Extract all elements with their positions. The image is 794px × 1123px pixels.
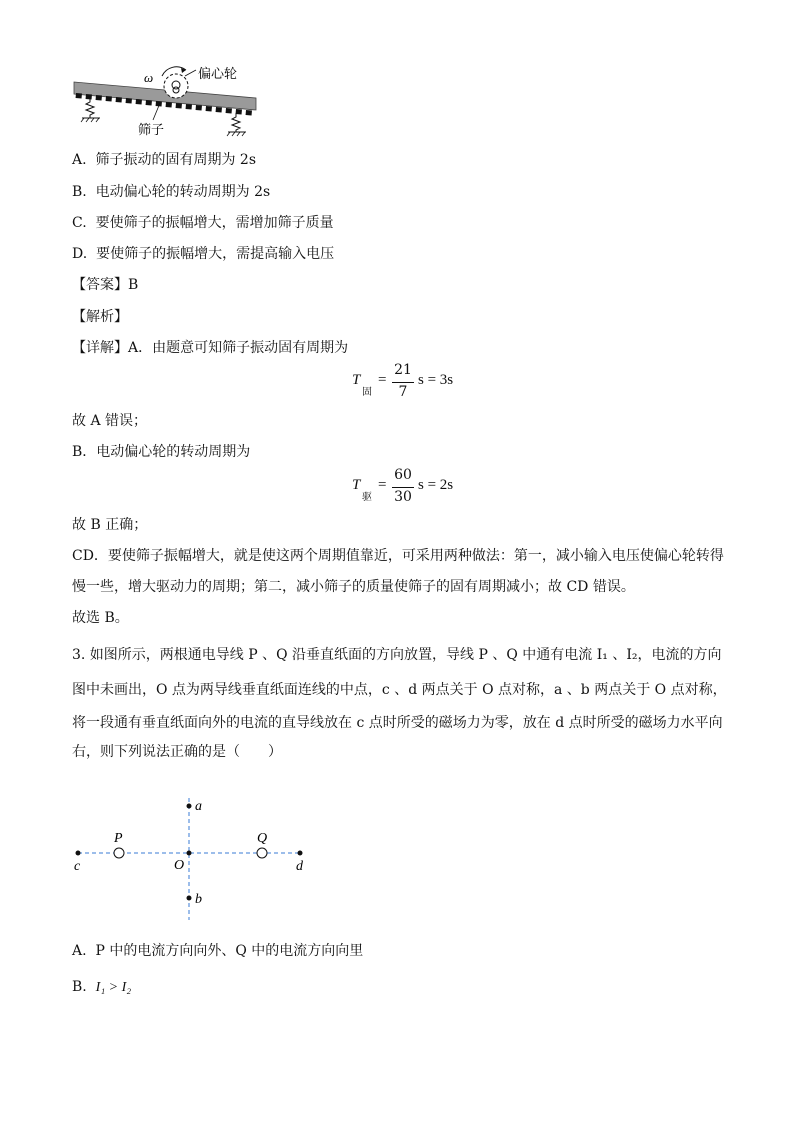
detail-line-1: 【详解】A．由题意可知筛子振动固有周期为 [72,340,349,356]
detail-line-5: CD．要使筛子振幅增大，就是使这两个周期值靠近，可采用两种做法：第一，减小输入电压使偏心轮转得 [72,548,724,564]
left-spring [86,98,94,118]
point-O [187,851,192,856]
omega-label: ω [144,70,154,85]
label-a: a [195,799,202,814]
wire-Q [257,848,267,858]
point-b [187,896,192,901]
answer-line: 【答案】B [72,277,139,293]
wires-figure [68,790,328,930]
wire-P [114,848,124,858]
option-a: A. 筛子振动的固有周期为 2s [72,152,257,168]
label-d: d [296,859,303,874]
eccentric-wheel [164,74,188,98]
label-Q: Q [257,831,268,846]
q3-line-2: 图中未画出，O 点为两导线垂直纸面连线的中点，c 、d 两点关于 O 点对称，a 、b 两点关于 O 点对称， [72,682,727,698]
analysis-label: 【解析】 [72,309,128,325]
point-a [187,804,192,809]
detail-line-4: 故 B 正确； [72,517,148,533]
label-P: P [114,831,123,846]
option-b: B. 电动偏心轮的转动周期为 2s [72,184,271,200]
q3-line-3: 将一段通有垂直纸面向外的电流的直导线放在 c 点时所受的磁场力为零，放在 d 点时所受的磁场力水平向 [72,715,723,731]
q3-line-4: 右，则下列说法正确的是（ ） [72,744,282,760]
point-d [298,851,303,856]
q3-line-1: 3. 如图所示，两根通电导线 P 、Q 沿垂直纸面的方向放置，导线 P 、Q 中通有电流 I₁ 、I₂，电流的方向 [72,647,722,663]
q3-option-b: B. I₁ > I₂ [72,979,132,995]
option-c: C. 要使筛子的振幅增大，需增加筛子质量 [72,215,334,231]
detail-line-3: B．电动偏心轮的转动周期为 [72,444,251,460]
detail-line-7: 故选 B。 [72,610,129,626]
label-c: c [74,859,81,874]
label-O: O [174,858,185,873]
sieve-figure [68,60,268,140]
detail-line-6: 慢一些，增大驱动力的周期；第二，减小筛子的质量使筛子的固有周期减小；故 CD 错误。 [72,579,635,595]
sieve-label: 筛子 [138,122,165,137]
option-d: D. 要使筛子的振幅增大，需提高输入电压 [72,246,335,262]
q3-option-a: A. P 中的电流方向向外、Q 中的电流方向向里 [72,943,364,959]
right-spring [232,113,240,132]
label-b: b [195,892,202,907]
wheel-label: 偏心轮 [198,66,238,81]
detail-line-2: 故 A 错误； [72,413,148,429]
point-c [76,851,81,856]
